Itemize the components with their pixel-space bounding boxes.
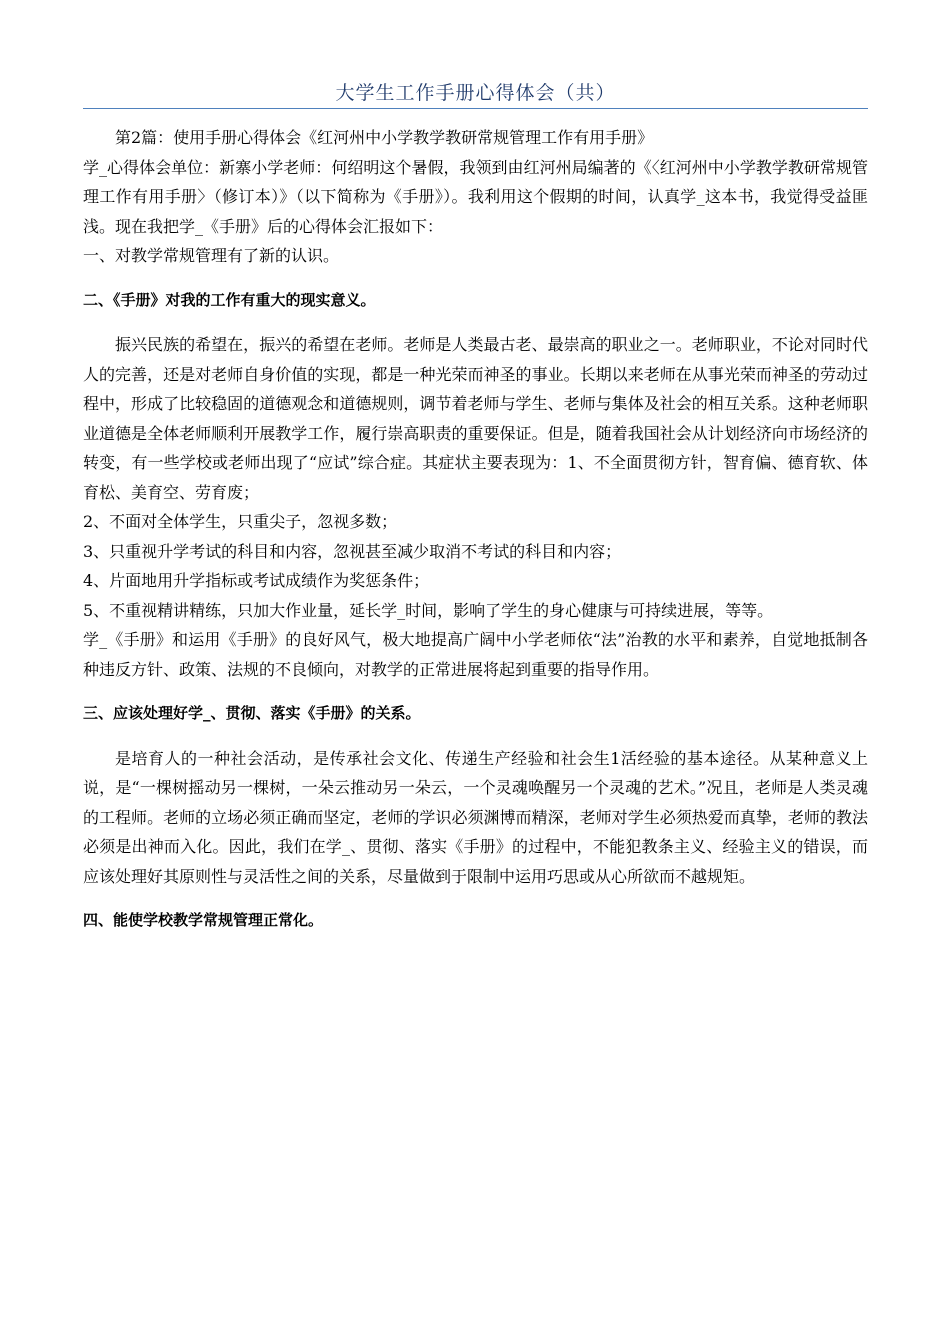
section-3-heading: 三、应该处理好学_、贯彻、落实《手册》的关系。 xyxy=(83,704,421,722)
spacer xyxy=(83,729,868,744)
page-title: 大学生工作手册心得体会（共） xyxy=(335,82,616,104)
section-2-closing: 学_《手册》和运用《手册》的良好风气，极大地提高广阔中小学老师依“法”治教的水平和素养，自觉地抵制各种违反方针、政策、法规的不良倾向，对教学的正常进展将起到重要的指导作用。 xyxy=(83,630,868,679)
intro-line-1: 第2篇：使用手册心得体会《红河州中小学教学教研常规管理工作有用手册》 xyxy=(115,128,654,147)
spacer xyxy=(83,891,868,906)
intro-paragraph: 学_心得体会单位：新寨小学老师：何绍明这个暑假，我领到由红河州局编著的《〈红河州中小学教学教研常规管理工作有用手册〉（修订本）》（以下简称为《手册》）。我利用这个假期的时间，认真学_这本书，我觉得受益匪浅。现在我把学_《手册》后的心得体会汇报如下： xyxy=(83,157,868,236)
section-2-item: 5、不重视精讲精练，只加大作业量，延长学_时间，影响了学生的身心健康与可持续进展，等等。 xyxy=(83,600,774,620)
section-2-item: 4、片面地用升学指标或考试成绩作为奖惩条件； xyxy=(83,571,430,590)
section-2-heading: 二、《手册》对我的工作有重大的现实意义。 xyxy=(83,290,376,309)
spacer xyxy=(83,684,868,699)
section-3-paragraph: 是培育人的一种社会活动，是传承社会文化、传递生产经验和社会生1活经验的基本途径。从某种意义上说，是“一棵树摇动另一棵树，一朵云推动另一朵云，一个灵魂唤醒另一个灵魂的艺术。”况且，老师是人类灵魂的工程师。老师的立场必须正确而坚定，老师的学识必须渊博而精深，老师对学生必须热爱而真挚，老师的教法必须是出神而入化。因此，我们在学_、贯彻、落实《手册》的过程中，不能犯教条主义、经验主义的错误，而应该处理好其原则性与灵活性之间的关系，尽量做到于限制中运用巧思或从心所欲而不越规矩。 xyxy=(83,748,868,886)
section-4-heading: 四、能使学校教学常规管理正常化。 xyxy=(83,911,324,929)
section-2-item: 3、只重视升学考试的科目和内容，忽视甚至减少取消不考试的科目和内容； xyxy=(83,541,622,561)
section-2-item: 2、不面对全体学生，只重尖子，忽视多数； xyxy=(83,512,398,531)
point-one: 一、对教学常规管理有了新的认识。 xyxy=(83,246,340,265)
document-body xyxy=(83,123,868,936)
title-divider xyxy=(83,108,868,109)
section-2-paragraph: 振兴民族的希望在，振兴的希望在老师。老师是人类最古老、最崇高的职业之一。老师职业，不论对同时代人的完善，还是对老师自身价值的实现，都是一种光荣而神圣的事业。长期以来老师在从事光荣而神圣的劳动过程中，形成了比较稳固的道德观念和道德规则，调节着老师与学生、老师与集体及社会的相互关系。这种老师职业道德是全体老师顺利开展教学工作，履行崇高职责的重要保证。但是，随着我国社会从计划经济向市场经济的转变，有一些学校或老师出现了“应试”综合症。其症状主要表现为：1、不全面贯彻方针，智育偏、德育软、体育松、美育空、劳育废； xyxy=(83,335,868,502)
spacer xyxy=(83,271,868,286)
spacer xyxy=(83,315,868,330)
